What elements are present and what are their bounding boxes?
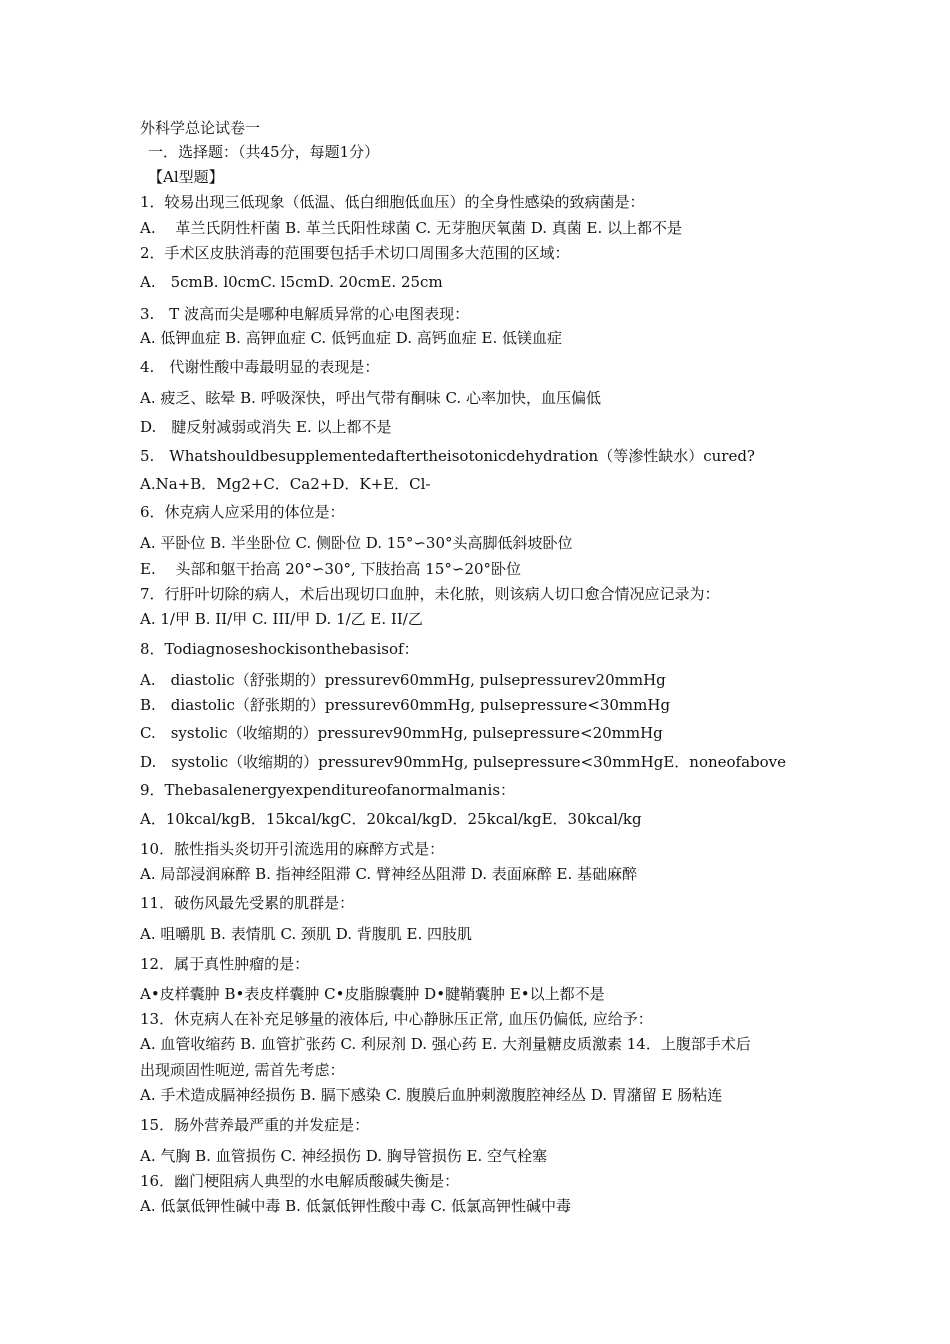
question-line: C. systolic（收缩期的）pressurev90mmHg, pulsepressure<20mmHg <box>140 724 663 742</box>
document-title: 外科学总论试卷一 <box>140 119 261 137</box>
question-line: 9．Thebasalenergyexpenditureofanormalmanis： <box>140 781 516 799</box>
question-line: 4. 代谢性酸中毒最明显的表现是： <box>140 358 380 376</box>
question-line: 10．脓性指头炎切开引流选用的麻醉方式是： <box>140 840 445 858</box>
question-line: E. 头部和躯干抬高 20°∽30°, 下肢抬高 15°∽20°卧位 <box>140 560 522 578</box>
subsection-heading: 【Al型题】 <box>148 168 224 186</box>
question-line: A. 1/甲 B. II/甲 C. III/甲 D. 1/乙 E. II/乙 <box>140 610 423 628</box>
question-line: A. 疲乏、眩晕 B. 呼吸深快，呼出气带有酮味 C. 心率加快，血压偏低 <box>140 389 601 407</box>
question-line: 8．Todiagnoseshockisonthebasisof： <box>140 640 419 658</box>
question-line: A. 手术造成膈神经损伤 B. 膈下感染 C. 腹膜后血肿刺激腹腔神经丛 D. 胃潴留 E 肠粘连 <box>140 1086 723 1104</box>
question-line: A•皮样囊肿 B•表皮样囊肿 C•皮脂腺囊肿 D•腱鞘囊肿 E•以上都不是 <box>140 985 605 1003</box>
question-line: A. 气胸 B. 血管损伤 C. 神经损伤 D. 胸导管损伤 E. 空气栓塞 <box>140 1147 547 1165</box>
question-line: A.Na+B．Mg2+C．Ca2+D．K+E．Cl- <box>140 475 431 493</box>
question-line: 1．较易出现三低现象（低温、低白细胞低血压）的全身性感染的致病菌是： <box>140 193 645 211</box>
question-line: A. 低钾血症 B. 高钾血症 C. 低钙血症 D. 高钙血症 E. 低镁血症 <box>140 329 562 347</box>
question-line: 12．属于真性肿瘤的是： <box>140 955 310 973</box>
question-line: 3. T 波高而尖是哪种电解质异常的心电图表现： <box>140 305 470 323</box>
question-line: 6．休克病人应采用的体位是： <box>140 503 345 521</box>
question-line: A. 血管收缩药 B. 血管扩张药 C. 利尿剂 D. 强心药 E. 大剂量糖皮质激素 14．上腹部手术后 <box>140 1035 751 1053</box>
question-line: A. 革兰氏阴性杆菌 B. 革兰氏阳性球菌 C. 无芽胞厌氧菌 D. 真菌 E. 以上都不是 <box>140 219 682 237</box>
question-line: 7．行肝叶切除的病人，术后出现切口血肿，未化脓，则该病人切口愈合情况应记录为： <box>140 585 720 603</box>
question-line: 出现顽固性呃逆, 需首先考虑： <box>140 1061 345 1079</box>
question-line: 2．手术区皮肤消毒的范围要包括手术切口周围多大范围的区域： <box>140 244 570 262</box>
question-line: 13．休克病人在补充足够量的液体后, 中心静脉压正常, 血压仍偏低, 应给予： <box>140 1010 653 1028</box>
question-line: A. 局部浸润麻醉 B. 指神经阻滞 C. 臂神经丛阻滞 D. 表面麻醉 E. 基础麻醉 <box>140 865 637 883</box>
question-line: 15．肠外营养最严重的并发症是： <box>140 1116 370 1134</box>
section-heading: 一．选择题：（共45分，每题1分） <box>148 143 380 161</box>
question-line: A. diastolic（舒张期的）pressurev60mmHg, pulsepressurev20mmHg <box>140 671 666 689</box>
question-line: A. 平卧位 B. 半坐卧位 C. 侧卧位 D. 15°∽30°头高脚低斜坡卧位 <box>140 534 573 552</box>
question-line: D. systolic（收缩期的）pressurev90mmHg, pulsepressure<30mmHgE．noneofabove <box>140 753 787 771</box>
question-line: A. 咀嚼肌 B. 表情肌 C. 颈肌 D. 背腹肌 E. 四肢肌 <box>140 925 472 943</box>
question-line: 11．破伤风最先受累的肌群是： <box>140 894 355 912</box>
question-line: D. 腱反射减弱或消失 E. 以上都不是 <box>140 418 392 436</box>
question-line: 16．幽门梗阻病人典型的水电解质酸碱失衡是： <box>140 1172 460 1190</box>
question-line: 5. Whatshouldbesupplementedaftertheisotonicdehydration（等渗性缺水）cured? <box>140 447 755 465</box>
question-line: B. diastolic（舒张期的）pressurev60mmHg, pulsepressure<30mmHg <box>140 696 671 714</box>
question-line: A．10kcal/kgB．15kcal/kgC．20kcal/kgD．25kcal/kgE．30kcal/kg <box>140 810 642 828</box>
question-line: A. 低氯低钾性碱中毒 B. 低氯低钾性酸中毒 C. 低氯高钾性碱中毒 <box>140 1197 571 1215</box>
question-line: A. 5cmB. l0cmC. l5cmD. 20cmE. 25cm <box>140 273 443 291</box>
